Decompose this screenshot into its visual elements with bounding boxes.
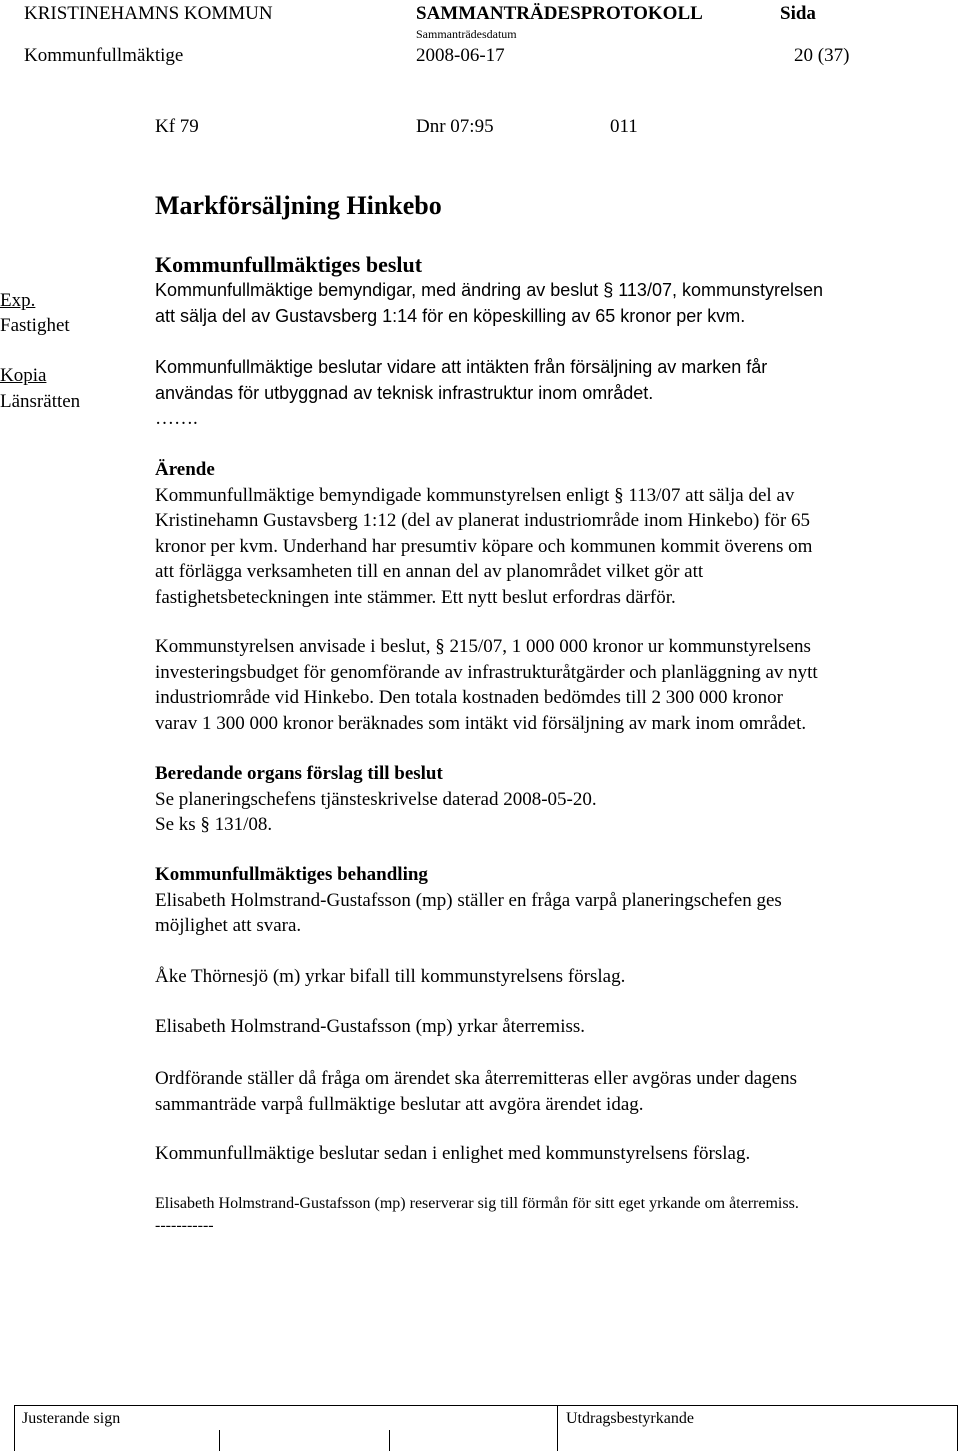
decision-line: att sälja del av Gustavsberg 1:14 för en köpeskilling av 65 kronor per kvm. <box>155 305 746 326</box>
case-line: Kristinehamn Gustavsberg 1:12 (del av planerat industriområde inom Hinkebo) för 65 <box>155 510 810 531</box>
proposal-section <box>155 761 945 838</box>
decision-line: Kommunfullmäktige beslutar vidare att intäkten från försäljning av marken får <box>155 357 768 377</box>
case-line: varav 1 300 000 kronor beräknades som intäkt vid försäljning av mark inom området. <box>155 712 807 734</box>
case-line: industriområde vid Hinkebo. Den totala kostnaden bedömdes till 2 300 000 kronor <box>155 687 783 708</box>
copy-recipient: Länsrätten <box>0 391 81 412</box>
handling-line: Elisabeth Holmstrand-Gustafsson (mp) ställer en fråga varpå planeringschefen ges <box>155 889 782 911</box>
meeting-date: 2008-06-17 <box>416 45 505 66</box>
decision-line: Kommunfullmäktige bemyndigar, med ändring av beslut § 113/07, kommunstyrelsen <box>155 280 824 300</box>
case-line: att förlägga verksamheten till en annan del av planområdet vilket gör att <box>155 561 704 582</box>
handling-motion-1 <box>155 964 945 990</box>
dnr-number: Dnr 07:95 <box>416 116 494 137</box>
decision-heading: Kommunfullmäktiges beslut <box>155 252 423 277</box>
case-line: investeringsbudget för genomförande av infrastrukturåtgärder och planläggning av nytt <box>155 661 818 683</box>
handling-motion-2 <box>155 1014 945 1040</box>
handling-section <box>155 862 945 939</box>
case-line: Kommunstyrelsen anvisade i beslut, § 215/07, 1 000 000 kronor ur kommunstyrelsens <box>155 636 811 657</box>
footer-divider <box>957 1405 958 1451</box>
case-heading: Ärende <box>155 459 215 480</box>
footer-divider <box>557 1405 558 1451</box>
ellipsis-mark: ……. <box>155 408 198 429</box>
end-mark: ----------- <box>155 1217 214 1234</box>
page-title: Markförsäljning Hinkebo <box>155 191 442 220</box>
reservation <box>155 1193 945 1237</box>
utdrag-label: Utdragsbestyrkande <box>566 1410 694 1427</box>
decision-section-2 <box>155 355 945 432</box>
handling-line: Kommunfullmäktige beslutar sedan i enlighet med kommunstyrelsens förslag. <box>155 1143 751 1164</box>
municipality-name: KRISTINEHAMNS KOMMUN <box>24 3 273 24</box>
proposal-heading: Beredande organs förslag till beslut <box>155 763 443 784</box>
handling-line: Ordförande ställer då fråga om ärendet ska återremitteras eller avgöras under dagens <box>155 1068 798 1089</box>
case-line: kronor per kvm. Underhand har presumtiv köpare och kommunen kommit överens om <box>155 535 813 557</box>
handling-decision <box>155 1141 945 1167</box>
case-section <box>155 457 945 610</box>
handling-line: Åke Thörnesjö (m) yrkar bifall till kommunstyrelsens förslag. <box>155 966 626 987</box>
signature-box-divider <box>219 1430 220 1451</box>
reservation-line: Elisabeth Holmstrand-Gustafsson (mp) reserverar sig till förmån för sitt eget yrkande om återremiss. <box>155 1195 799 1212</box>
footer-divider <box>14 1405 15 1451</box>
footer-rule <box>14 1405 958 1406</box>
document-type: SAMMANTRÄDESPROTOKOLL <box>416 3 703 24</box>
case-section-2 <box>155 634 945 736</box>
exp-link[interactable]: Exp. <box>0 290 36 311</box>
kf-number: Kf 79 <box>155 116 199 137</box>
case-code: 011 <box>610 116 638 137</box>
page-number: 20 (37) <box>794 45 850 66</box>
case-line: fastighetsbeteckningen inte stämmer. Ett nytt beslut erfordras därför. <box>155 586 676 608</box>
copy-link[interactable]: Kopia <box>0 365 47 386</box>
decision-line: användas för utbyggnad av teknisk infrastruktur inom området. <box>155 382 654 403</box>
page-label: Sida <box>780 3 816 24</box>
exp-recipient: Fastighet <box>0 315 70 336</box>
handling-line: sammanträde varpå fullmäktige beslutar att avgöra ärendet idag. <box>155 1093 644 1115</box>
handling-chair <box>155 1066 945 1117</box>
body-name: Kommunfullmäktige <box>24 45 184 66</box>
decision-section <box>155 251 945 329</box>
handling-line: möjlighet att svara. <box>155 915 302 936</box>
case-line: Kommunfullmäktige bemyndigade kommunstyrelsen enligt § 113/07 att sälja del av <box>155 484 795 506</box>
justerande-label: Justerande sign <box>22 1410 121 1427</box>
handling-heading: Kommunfullmäktiges behandling <box>155 864 428 885</box>
proposal-line: Se planeringschefens tjänsteskrivelse daterad 2008-05-20. <box>155 788 597 810</box>
date-label: Sammanträdesdatum <box>416 27 517 41</box>
signature-box-divider <box>389 1430 390 1451</box>
handling-line: Elisabeth Holmstrand-Gustafsson (mp) yrkar återremiss. <box>155 1016 586 1037</box>
proposal-line: Se ks § 131/08. <box>155 814 273 835</box>
